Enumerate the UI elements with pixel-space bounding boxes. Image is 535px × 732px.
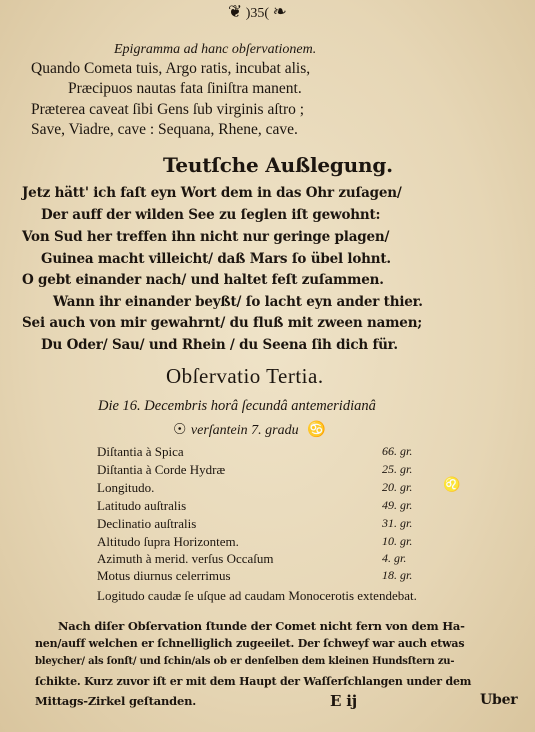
german-line: Guinea macht villeicht/ daß Mars ſo übel lohnt. bbox=[41, 251, 391, 267]
observatio-position: ☉ verſantein 7. gradu ♋ bbox=[173, 420, 326, 438]
observatio-footer: Logitudo caudæ ſe uſque ad caudam Monocerotis extendebat. bbox=[97, 588, 417, 603]
table-row-label: Declinatio auſtralis bbox=[97, 516, 197, 531]
right-ornament-icon: ❧ bbox=[272, 2, 287, 22]
leo-icon: ♌ bbox=[443, 477, 461, 493]
closing-line: nen/auff welchen er ſchnelliglich zugeeilet. Der ſchweyf war auch etwas bbox=[35, 637, 465, 650]
epigram-line: Save, Viadre, cave : Sequana, Rhene, cave. bbox=[31, 121, 298, 138]
table-row-label: Azimuth à merid. verſus Occaſum bbox=[97, 551, 274, 566]
table-row-label: Longitudo. bbox=[97, 480, 155, 495]
table-row-value: 66. gr. bbox=[382, 444, 413, 458]
left-ornament-icon: ❦ bbox=[228, 2, 243, 22]
closing-line: Nach diſer Obſervation ſtunde der Comet nicht fern von dem Ha- bbox=[58, 619, 465, 633]
german-line: Jetz hätt' ich faſt eyn Wort dem in das Ohr zuſagen/ bbox=[22, 185, 402, 201]
sun-icon: ☉ bbox=[173, 420, 187, 438]
german-line: Wann ihr einander beyßt/ ſo lacht eyn ander thier. bbox=[53, 294, 423, 310]
german-line: O gebt einander nach/ und haltet feſt zuſammen. bbox=[22, 272, 384, 288]
table-row-label: Latitudo auſtralis bbox=[97, 498, 187, 513]
page-header: ❦ )35( ❧ bbox=[228, 2, 287, 22]
cancer-icon: ♋ bbox=[307, 420, 326, 438]
german-heading: Teutſche Außlegung. bbox=[163, 153, 393, 177]
table-row-label: Diſtantia à Spica bbox=[97, 444, 184, 459]
table-row-value: 25. gr. bbox=[382, 462, 413, 476]
observatio-date: Die 16. Decembris horâ ſecundâ antemeridianâ bbox=[98, 398, 376, 414]
epigram-line: Præterea caveat ſibi Gens ſub virginis aſtro ; bbox=[31, 101, 305, 118]
catchword: Uber bbox=[480, 692, 518, 708]
signature-mark: E ij bbox=[330, 692, 357, 710]
table-row-value: 18. gr. bbox=[382, 568, 413, 582]
german-line: Sei auch von mir gewahrnt/ du fluß mit zween namen; bbox=[22, 315, 423, 331]
epigram-line: Præcipuos nautas fata ſiniſtra manent. bbox=[68, 80, 302, 97]
table-row-value: 31. gr. bbox=[382, 516, 413, 530]
table-row-label: Altitudo ſupra Horizontem. bbox=[97, 534, 239, 549]
closing-line: bleycher/ als ſonſt/ und ſchin/als ob er denſelben dem kleinen Hundsſtern zu- bbox=[35, 656, 455, 667]
german-line: Der auff der wilden See zu ſeglen iſt gewohnt: bbox=[41, 207, 381, 223]
closing-line: ſchikte. Kurz zuvor iſt er mit dem Haupt der Waſſerſchlangen under dem bbox=[35, 675, 472, 688]
german-line: Du Oder/ Sau/ und Rhein / du Seena ſih dich für. bbox=[41, 337, 398, 353]
table-row-value: 49. gr. bbox=[382, 498, 413, 512]
observatio-heading: Obſervatio Tertia. bbox=[166, 364, 324, 388]
table-row-value: 4. gr. bbox=[382, 551, 407, 565]
page-number: 35 bbox=[250, 6, 265, 21]
table-row-value: 20. gr. bbox=[382, 480, 413, 494]
german-line: Von Sud her treffen ihn nicht nur geringe plagen/ bbox=[22, 229, 390, 245]
epigram-title: Epigramma ad hanc obſervationem. bbox=[114, 42, 317, 57]
table-row-label: Diſtantia à Corde Hydræ bbox=[97, 462, 226, 477]
closing-line: Mittags-Zirkel geſtanden. bbox=[35, 694, 197, 708]
table-row-label: Motus diurnus celerrimus bbox=[97, 568, 231, 583]
table-row-value: 10. gr. bbox=[382, 534, 413, 548]
epigram-line: Quando Cometa tuis, Argo ratis, incubat alis, bbox=[31, 60, 311, 77]
